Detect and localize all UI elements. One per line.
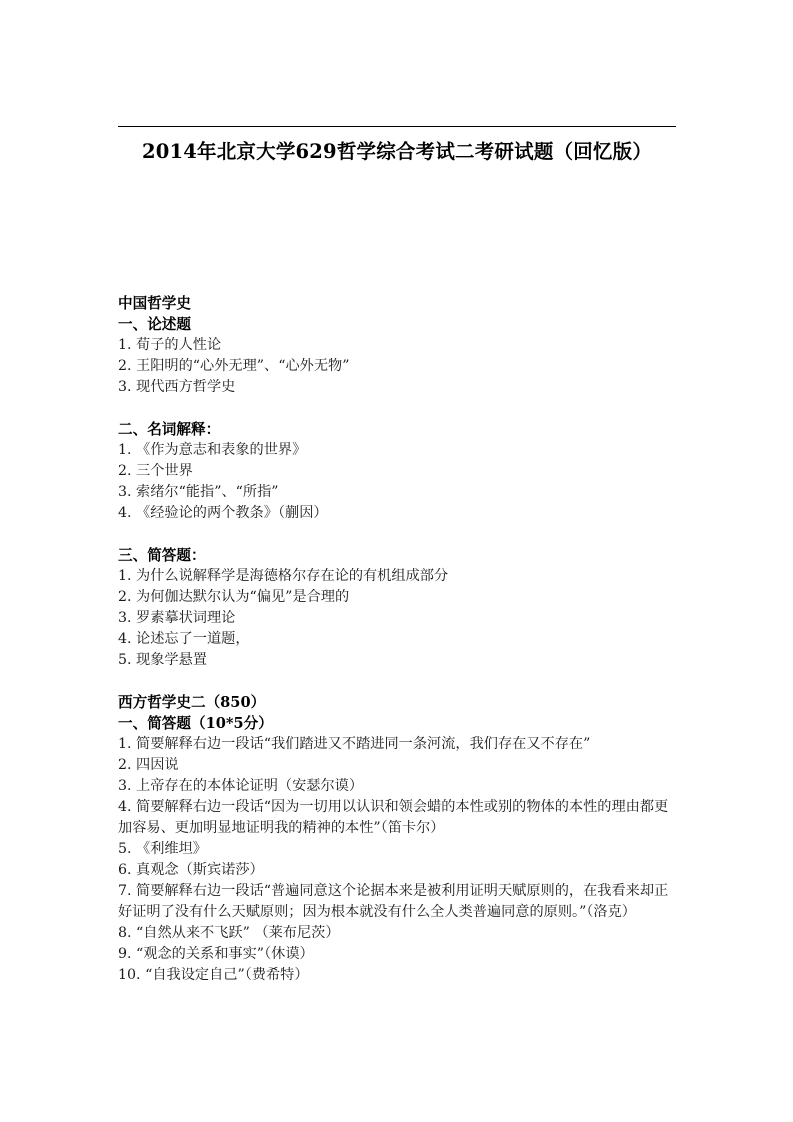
section-heading: 西方哲学史二（850） — [118, 694, 266, 711]
part-heading: 三、简答题： — [118, 547, 206, 564]
list-item: 7. 简要解释右边一段话“普遍同意这个论据本来是被利用证明天赋原则的，在我看来却正好证明了没有什么天赋原则；因为根本就没有什么全人类普遍同意的原则。”（洛克） — [118, 883, 669, 920]
header-rule — [118, 126, 676, 127]
list-item: 5. 《利维坦》 — [118, 841, 207, 857]
list-item: 5. 现象学悬置 — [118, 652, 207, 668]
list-item: 4. 简要解释右边一段话“因为一切用以认识和领会蜡的本性或别的物体的本性的理由都更加容易、更加明显地证明我的精神的本性”（笛卡尔） — [118, 799, 669, 836]
list-item: 3. 上帝存在的本体论证明（安瑟尔谟） — [118, 778, 364, 794]
list-item: 3. 罗素摹状词理论 — [118, 610, 236, 626]
spacer — [118, 398, 678, 419]
document-body — [118, 293, 678, 986]
list-item: 4. 论述忘了一道题， — [118, 631, 250, 647]
part-heading: 一、论述题 — [118, 316, 191, 333]
list-item: 2. 四因说 — [118, 757, 179, 773]
list-item: 3. 现代西方哲学史 — [118, 379, 236, 395]
list-item: 2. 王阳明的“心外无理”、“心外无物” — [118, 358, 350, 374]
list-item: 10. “自我设定自己”（费希特） — [118, 967, 309, 983]
list-item: 3. 索绪尔“能指”、“所指” — [118, 484, 279, 500]
list-item: 1. 为什么说解释学是海德格尔存在论的有机组成部分 — [118, 568, 449, 584]
list-item: 1. 《作为意志和表象的世界》 — [118, 442, 307, 458]
spacer — [118, 524, 678, 545]
list-item: 8. “自然从来不飞跃” （莱布尼茨） — [118, 925, 340, 941]
list-item: 9. “观念的关系和事实”（休谟） — [118, 946, 314, 962]
document-title: 2014年北京大学629哲学综合考试二考研试题（回忆版） — [141, 140, 653, 163]
spacer — [118, 671, 678, 692]
list-item: 6. 真观念（斯宾诺莎） — [118, 862, 264, 878]
list-item: 2. 三个世界 — [118, 463, 193, 479]
list-item: 4. 《经验论的两个教条》（蒯因） — [118, 505, 328, 521]
list-item: 1. 简要解释右边一段话“我们踏进又不踏进同一条河流，我们存在又不存在” — [118, 736, 591, 752]
section-heading: 中国哲学史 — [118, 295, 191, 312]
part-heading: 二、名词解释： — [118, 421, 221, 438]
list-item: 1. 荀子的人性论 — [118, 337, 222, 353]
list-item: 2. 为何伽达默尔认为“偏见”是合理的 — [118, 589, 350, 605]
part-heading: 一、简答题（10*5分） — [118, 715, 273, 732]
